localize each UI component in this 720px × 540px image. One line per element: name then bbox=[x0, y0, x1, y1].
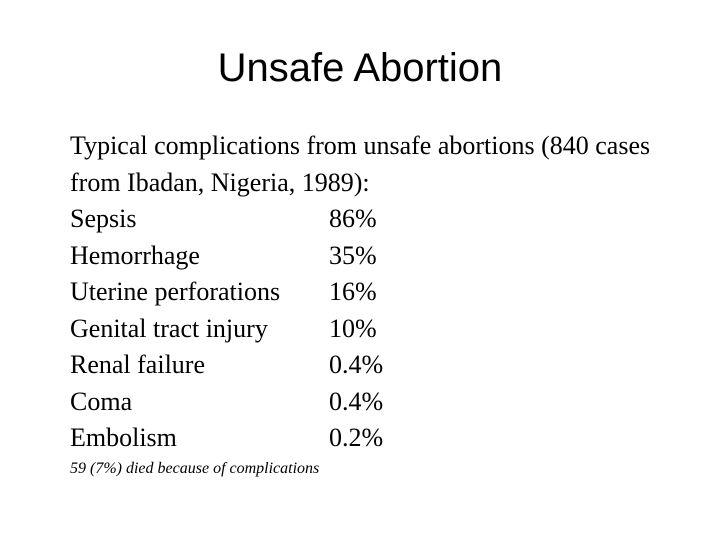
complication-row bbox=[70, 384, 690, 421]
complications-list bbox=[70, 201, 690, 457]
complication-row bbox=[70, 274, 690, 311]
complication-label: Uterine perforations bbox=[70, 277, 281, 306]
complication-percentage: 16% bbox=[329, 277, 377, 306]
intro-text: Typical complications from unsafe abortions (840 cases from Ibadan, Nigeria, 1989): bbox=[70, 131, 651, 197]
complication-label: Sepsis bbox=[70, 204, 137, 233]
complication-label: Embolism bbox=[70, 423, 177, 452]
complication-percentage: 10% bbox=[329, 313, 377, 343]
complication-row bbox=[70, 238, 690, 275]
footnote: 59 (7%) died because of complications bbox=[70, 459, 320, 477]
complication-row bbox=[70, 347, 690, 384]
complication-percentage: 35% bbox=[329, 240, 377, 270]
complication-percentage: 86% bbox=[329, 204, 377, 233]
slide-body bbox=[70, 128, 690, 479]
complication-row bbox=[70, 420, 690, 457]
complication-label: Coma bbox=[70, 386, 133, 416]
complication-row bbox=[70, 201, 690, 238]
slide-title: Unsafe Abortion bbox=[217, 46, 503, 90]
complication-label: Hemorrhage bbox=[70, 240, 200, 270]
complication-label: Renal failure bbox=[70, 350, 205, 379]
complication-row bbox=[70, 311, 690, 348]
complication-percentage: 0.4% bbox=[329, 350, 384, 379]
complication-label: Genital tract injury bbox=[70, 313, 268, 343]
complication-percentage: 0.2% bbox=[329, 423, 384, 452]
complication-percentage: 0.4% bbox=[329, 386, 384, 416]
